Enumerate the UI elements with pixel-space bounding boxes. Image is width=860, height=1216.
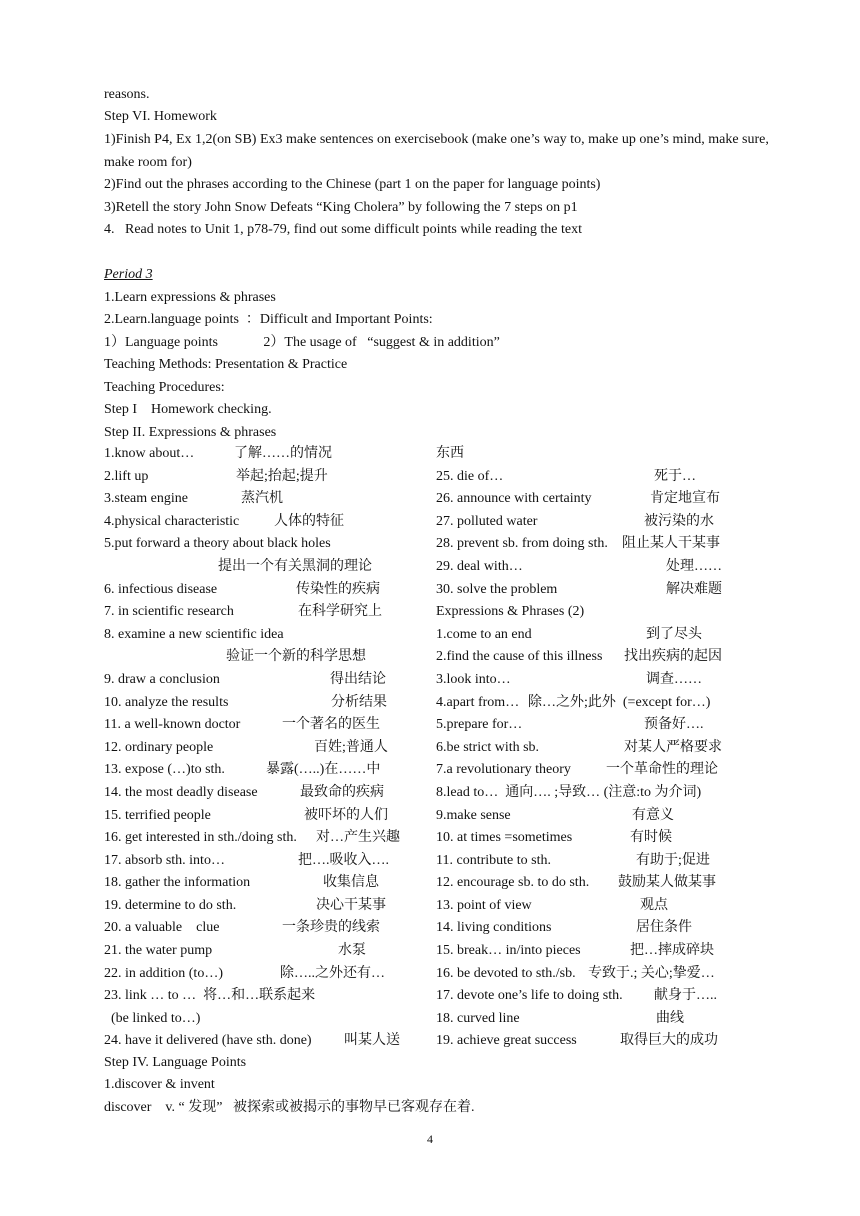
phrase-chinese: 暴露(…..)在……中 <box>266 762 381 778</box>
phrase-row <box>436 466 766 489</box>
phrase-english: 18. curved line <box>436 1010 520 1026</box>
phrase-row <box>436 556 766 579</box>
homework-item: 4. Read notes to Unit 1, p78-79, find out some difficult points while reading the text <box>104 222 583 237</box>
phrase-chinese: 除…..之外还有… <box>280 965 385 981</box>
phrase-chinese: 专致于.; 关心;挚爱… <box>588 965 715 981</box>
phrase-row <box>104 917 424 940</box>
phrase-english: 30. solve the problem <box>436 581 558 597</box>
phrase-chinese: 一个著名的医生 <box>282 717 380 733</box>
phrase-english: 27. polluted water <box>436 513 538 529</box>
phrase-row <box>104 488 424 511</box>
phrase-chinese: 被污染的水 <box>644 513 714 529</box>
phrase-chinese: 献身于….. <box>654 988 717 1004</box>
phrase-english: 14. living conditions <box>436 920 552 936</box>
phrase-row <box>104 579 424 602</box>
phrase-chinese: 一条珍贵的线索 <box>282 920 380 936</box>
phrase-row <box>104 669 424 692</box>
phrase-chinese: 被吓坏的人们 <box>304 807 388 823</box>
phrase-english: 3.look into… <box>436 671 511 687</box>
phrase-row <box>436 805 766 828</box>
phrase-chinese: 有意义 <box>632 807 674 823</box>
phrase-row <box>104 1008 424 1031</box>
phrase-chinese: 决心干某事 <box>316 897 386 913</box>
period-title: Period 3 <box>104 267 153 282</box>
section-heading: Step IV. Language Points <box>104 1055 247 1070</box>
phrase-row <box>436 533 766 556</box>
phrase-chinese: 举起;抬起;提升 <box>236 468 328 484</box>
phrase-row <box>436 579 766 602</box>
text-line: 1.Learn expressions & phrases <box>104 290 276 305</box>
phrase-row <box>436 782 766 805</box>
phrase-row <box>104 895 424 918</box>
text-line: Teaching Methods: Presentation & Practice <box>104 357 348 372</box>
phrase-chinese: 了解……的情况 <box>234 446 332 461</box>
phrase-english: 19. achieve great success <box>436 1033 577 1049</box>
phrase-english: 21. the water pump <box>104 943 213 959</box>
phrase-english: 13. expose (…)to sth. <box>104 762 225 778</box>
phrase-chinese: 在科学研究上 <box>298 604 382 620</box>
text-line: discover v. “ 发现” 被探索或被揭示的事物早已客观存在着. <box>104 1100 475 1115</box>
homework-item: 1)Finish P4, Ex 1,2(on SB) Ex3 make sentences on exercisebook (make one’s way to, make up one’s mind, make sure, make room for) <box>104 132 769 170</box>
phrase-chinese: 叫某人送 <box>344 1033 400 1049</box>
phrase-row <box>436 850 766 873</box>
phrase-chinese: 蒸汽机 <box>241 491 283 507</box>
phrase-chinese: 除…之外;此外 (=except for…) <box>528 694 711 710</box>
phrases-right-column <box>436 443 766 1053</box>
phrase-chinese: 验证一个新的科学思想 <box>226 649 366 665</box>
phrase-english: 6.be strict with sb. <box>436 739 540 755</box>
phrase-row <box>104 940 424 963</box>
phrase-chinese: 得出结论 <box>330 671 386 687</box>
phrase-chinese: 把….吸收入…. <box>298 852 389 868</box>
homework-item: 3)Retell the story John Snow Defeats “King Cholera” by following the 7 steps on p1 <box>104 200 578 215</box>
phrase-row <box>104 601 424 624</box>
phrase-english: 3.steam engine <box>104 491 188 507</box>
phrase-english: 6. infectious disease <box>104 581 218 597</box>
phrase-chinese: 阻止某人干某事 <box>622 536 720 552</box>
phrase-chinese: 水泵 <box>338 943 366 959</box>
phrase-chinese: 观点 <box>640 897 668 913</box>
phrase-row <box>436 646 766 669</box>
phrase-chinese: 传染性的疾病 <box>296 581 380 597</box>
phrase-chinese: 对某人严格要求 <box>624 739 722 755</box>
phrase-row <box>436 1008 766 1031</box>
phrase-chinese: 分析结果 <box>331 694 387 710</box>
text-line: reasons. <box>104 87 150 102</box>
phrase-chinese: 提出一个有关黑洞的理论 <box>218 558 372 574</box>
phrase-english: 29. deal with… <box>436 558 523 574</box>
phrase-english: 2.find the cause of this illness <box>436 649 603 665</box>
phrase-row <box>104 805 424 828</box>
text-line: 2.Learn.language points ：Difficult and Important Points: <box>104 312 433 327</box>
phrase-chinese: 百姓;普通人 <box>314 739 388 755</box>
phrase-english: Expressions & Phrases (2) <box>436 604 585 620</box>
phrase-row <box>104 692 424 715</box>
phrase-row <box>436 1030 766 1053</box>
phrase-chinese: 居住条件 <box>636 920 692 936</box>
phrase-chinese: 对…产生兴趣 <box>316 830 400 846</box>
phrase-row <box>436 624 766 647</box>
section-heading: Step VI. Homework <box>104 109 217 124</box>
phrase-row <box>104 985 424 1008</box>
phrase-english: 15. terrified people <box>104 807 211 823</box>
phrase-chinese: 找出疾病的起因 <box>624 649 722 665</box>
phrase-english: 5.put forward a theory about black holes <box>104 536 331 552</box>
phrase-english: 16. get interested in sth./doing sth. <box>104 830 297 846</box>
phrase-chinese: 收集信息 <box>323 875 379 891</box>
phrase-english: 14. the most deadly disease <box>104 784 258 800</box>
phrase-row <box>436 759 766 782</box>
phrase-english: 16. be devoted to sth./sb. <box>436 965 576 981</box>
phrase-english: 10. at times =sometimes <box>436 830 573 846</box>
phrase-english: 25. die of… <box>436 468 504 484</box>
phrase-row <box>104 1030 424 1053</box>
phrase-english: 10. analyze the results <box>104 694 229 710</box>
phrase-chinese: 人体的特征 <box>274 513 344 529</box>
phrase-english: 1.come to an end <box>436 626 532 642</box>
phrase-chinese: 预备好…. <box>644 717 704 733</box>
phrase-english: 4.physical characteristic <box>104 513 240 529</box>
text-line: 1.discover & invent <box>104 1077 215 1092</box>
phrase-row <box>104 827 424 850</box>
homework-item: 2)Find out the phrases according to the Chinese (part 1 on the paper for language points) <box>104 177 601 192</box>
phrase-english: 9. draw a conclusion <box>104 671 220 687</box>
phrase-row <box>436 601 766 624</box>
phrase-chinese: 死于… <box>654 468 696 484</box>
phrase-chinese: 鼓励某人做某事 <box>618 875 716 891</box>
phrase-chinese: 调查…… <box>646 671 702 687</box>
phrase-english: 东西 <box>436 446 464 461</box>
phrase-chinese: 肯定地宣布 <box>650 491 720 507</box>
phrase-row <box>436 443 766 466</box>
phrase-english: 26. announce with certainty <box>436 491 592 507</box>
phrase-english: 28. prevent sb. from doing sth. <box>436 536 608 552</box>
phrase-english: 8.lead to… 通向…. ;导致… (注意:to 为介词) <box>436 784 702 800</box>
phrase-row <box>436 895 766 918</box>
phrase-chinese: 解决难题 <box>666 581 722 597</box>
phrase-english: 11. a well-known doctor <box>104 717 241 733</box>
phrase-english: 7.a revolutionary theory <box>436 762 571 778</box>
phrase-chinese: 把…摔成碎块 <box>630 943 714 959</box>
phrase-row <box>104 714 424 737</box>
phrase-row <box>104 782 424 805</box>
phrase-row <box>436 488 766 511</box>
phrase-english: 15. break… in/into pieces <box>436 943 581 959</box>
phrase-chinese: 曲线 <box>656 1010 684 1026</box>
phrase-row <box>104 963 424 986</box>
phrase-chinese: 处理…… <box>666 558 722 574</box>
phrase-row <box>436 737 766 760</box>
phrase-english: 13. point of view <box>436 897 532 913</box>
phrase-english: 22. in addition (to…) <box>104 965 223 981</box>
phrase-english: 8. examine a new scientific idea <box>104 626 284 642</box>
phrase-english: 19. determine to do sth. <box>104 897 237 913</box>
phrase-english: 12. ordinary people <box>104 739 214 755</box>
phrase-english: 17. absorb sth. into… <box>104 852 225 868</box>
phrase-english: 23. link … to … 将…和…联系起来 <box>104 988 316 1004</box>
phrase-chinese: 一个革命性的理论 <box>606 762 718 778</box>
phrase-english: 20. a valuable clue <box>104 920 220 936</box>
page-number: 4 <box>427 1132 433 1146</box>
phrase-english: 5.prepare for… <box>436 717 523 733</box>
phrase-row <box>104 443 424 466</box>
text-line: 1）Language points 2）The usage of “suggest & in addition” <box>104 335 500 350</box>
phrase-row <box>104 759 424 782</box>
phrase-chinese: 最致命的疾病 <box>300 784 384 800</box>
section-heading: Step II. Expressions & phrases <box>104 425 277 440</box>
phrase-english: (be linked to…) <box>104 1010 201 1026</box>
phrase-row <box>436 827 766 850</box>
phrase-english: 7. in scientific research <box>104 604 234 620</box>
phrase-english: 24. have it delivered (have sth. done) <box>104 1033 312 1049</box>
phrase-chinese: 取得巨大的成功 <box>620 1033 718 1049</box>
phrase-row <box>436 692 766 715</box>
text-line: Teaching Procedures: <box>104 380 225 395</box>
phrase-row <box>436 940 766 963</box>
phrase-row <box>104 511 424 534</box>
phrase-english: 1.know about… <box>104 446 195 461</box>
phrase-english: 18. gather the information <box>104 875 251 891</box>
phrase-english: 12. encourage sb. to do sth. <box>436 875 590 891</box>
phrase-english: 2.lift up <box>104 468 149 484</box>
phrase-row <box>436 714 766 737</box>
phrase-english: 9.make sense <box>436 807 511 823</box>
phrase-row <box>104 850 424 873</box>
phrase-row <box>104 624 424 647</box>
phrase-row <box>436 985 766 1008</box>
phrase-row <box>436 872 766 895</box>
phrase-row <box>104 466 424 489</box>
phrase-row <box>104 646 424 669</box>
phrase-english: 11. contribute to sth. <box>436 852 551 868</box>
phrase-row <box>436 963 766 986</box>
phrase-chinese: 有助于;促进 <box>636 852 710 868</box>
phrase-row <box>104 872 424 895</box>
text-line: Step I Homework checking. <box>104 402 272 417</box>
phrase-row <box>436 917 766 940</box>
phrase-row <box>104 737 424 760</box>
phrase-row <box>436 669 766 692</box>
phrase-english: 17. devote one’s life to doing sth. <box>436 988 623 1004</box>
phrase-chinese: 有时候 <box>630 830 672 846</box>
phrase-chinese: 到了尽头 <box>646 626 702 642</box>
phrase-row <box>104 533 424 556</box>
phrase-row <box>104 556 424 579</box>
phrases-left-column <box>104 443 424 1053</box>
phrase-row <box>436 511 766 534</box>
phrase-english: 4.apart from… <box>436 694 520 710</box>
